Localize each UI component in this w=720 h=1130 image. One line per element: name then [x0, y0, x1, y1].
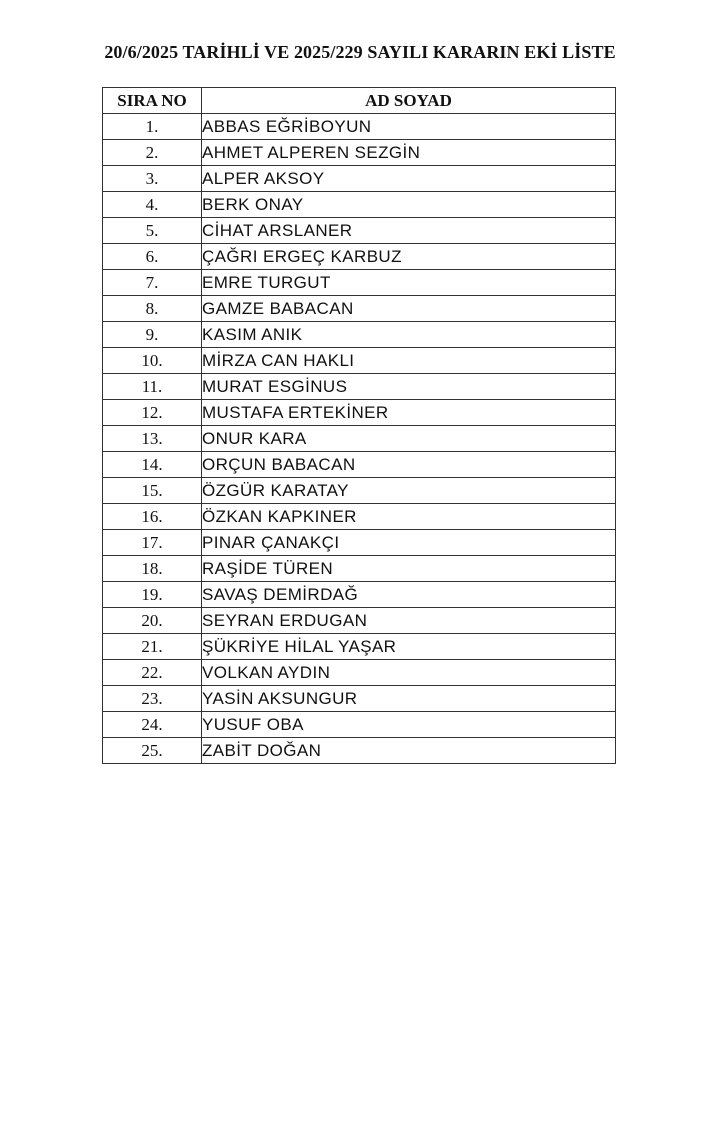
table-row [103, 478, 616, 504]
table-row [103, 686, 616, 712]
row-name: ONUR KARA [202, 426, 616, 452]
table-row [103, 712, 616, 738]
row-name: KASIM ANIK [202, 322, 616, 348]
row-name: AHMET ALPEREN SEZGİN [202, 140, 616, 166]
row-name: MURAT ESGİNUS [202, 374, 616, 400]
row-name: ABBAS EĞRİBOYUN [202, 114, 616, 140]
column-header-no: SIRA NO [103, 88, 202, 114]
row-number: 20. [103, 608, 202, 634]
row-number: 10. [103, 348, 202, 374]
row-name: ÇAĞRI ERGEÇ KARBUZ [202, 244, 616, 270]
row-number: 21. [103, 634, 202, 660]
table-row [103, 244, 616, 270]
row-number: 4. [103, 192, 202, 218]
row-number: 2. [103, 140, 202, 166]
row-name: PINAR ÇANAKÇI [202, 530, 616, 556]
table-row [103, 504, 616, 530]
row-number: 6. [103, 244, 202, 270]
row-name: MİRZA CAN HAKLI [202, 348, 616, 374]
row-name: SEYRAN ERDUGAN [202, 608, 616, 634]
row-number: 8. [103, 296, 202, 322]
row-name: BERK ONAY [202, 192, 616, 218]
table-row [103, 426, 616, 452]
table-row [103, 192, 616, 218]
row-name: YASİN AKSUNGUR [202, 686, 616, 712]
row-name: ÖZGÜR KARATAY [202, 478, 616, 504]
row-name: GAMZE BABACAN [202, 296, 616, 322]
row-number: 5. [103, 218, 202, 244]
table-row [103, 140, 616, 166]
row-name: RAŞİDE TÜREN [202, 556, 616, 582]
table-row [103, 348, 616, 374]
table-row [103, 166, 616, 192]
row-number: 24. [103, 712, 202, 738]
name-list-table [102, 87, 616, 764]
table-row [103, 114, 616, 140]
table-row [103, 270, 616, 296]
table-row [103, 530, 616, 556]
row-number: 19. [103, 582, 202, 608]
table-row [103, 322, 616, 348]
table-row [103, 400, 616, 426]
row-number: 23. [103, 686, 202, 712]
row-number: 7. [103, 270, 202, 296]
table-row [103, 582, 616, 608]
row-number: 16. [103, 504, 202, 530]
row-number: 22. [103, 660, 202, 686]
table-row [103, 556, 616, 582]
row-name: ŞÜKRİYE HİLAL YAŞAR [202, 634, 616, 660]
row-name: ÖZKAN KAPKINER [202, 504, 616, 530]
column-header-name: AD SOYAD [202, 88, 616, 114]
row-name: SAVAŞ DEMİRDAĞ [202, 582, 616, 608]
table-row [103, 296, 616, 322]
row-number: 9. [103, 322, 202, 348]
row-name: CİHAT ARSLANER [202, 218, 616, 244]
table-row [103, 738, 616, 764]
row-name: YUSUF OBA [202, 712, 616, 738]
row-name: MUSTAFA ERTEKİNER [202, 400, 616, 426]
row-name: ALPER AKSOY [202, 166, 616, 192]
row-number: 1. [103, 114, 202, 140]
row-number: 3. [103, 166, 202, 192]
row-number: 18. [103, 556, 202, 582]
row-number: 13. [103, 426, 202, 452]
row-number: 14. [103, 452, 202, 478]
table-row [103, 218, 616, 244]
table-header-row [103, 88, 616, 114]
table-row [103, 660, 616, 686]
document-title: 20/6/2025 TARİHLİ VE 2025/229 SAYILI KARARIN EKİ LİSTE [104, 42, 616, 62]
table-row [103, 452, 616, 478]
row-name: VOLKAN AYDIN [202, 660, 616, 686]
row-number: 12. [103, 400, 202, 426]
row-number: 17. [103, 530, 202, 556]
row-name: EMRE TURGUT [202, 270, 616, 296]
table-row [103, 374, 616, 400]
row-number: 15. [103, 478, 202, 504]
table-row [103, 634, 616, 660]
table-body [103, 114, 616, 764]
row-name: ORÇUN BABACAN [202, 452, 616, 478]
table-row [103, 608, 616, 634]
row-number: 11. [103, 374, 202, 400]
row-name: ZABİT DOĞAN [202, 738, 616, 764]
row-number: 25. [103, 738, 202, 764]
